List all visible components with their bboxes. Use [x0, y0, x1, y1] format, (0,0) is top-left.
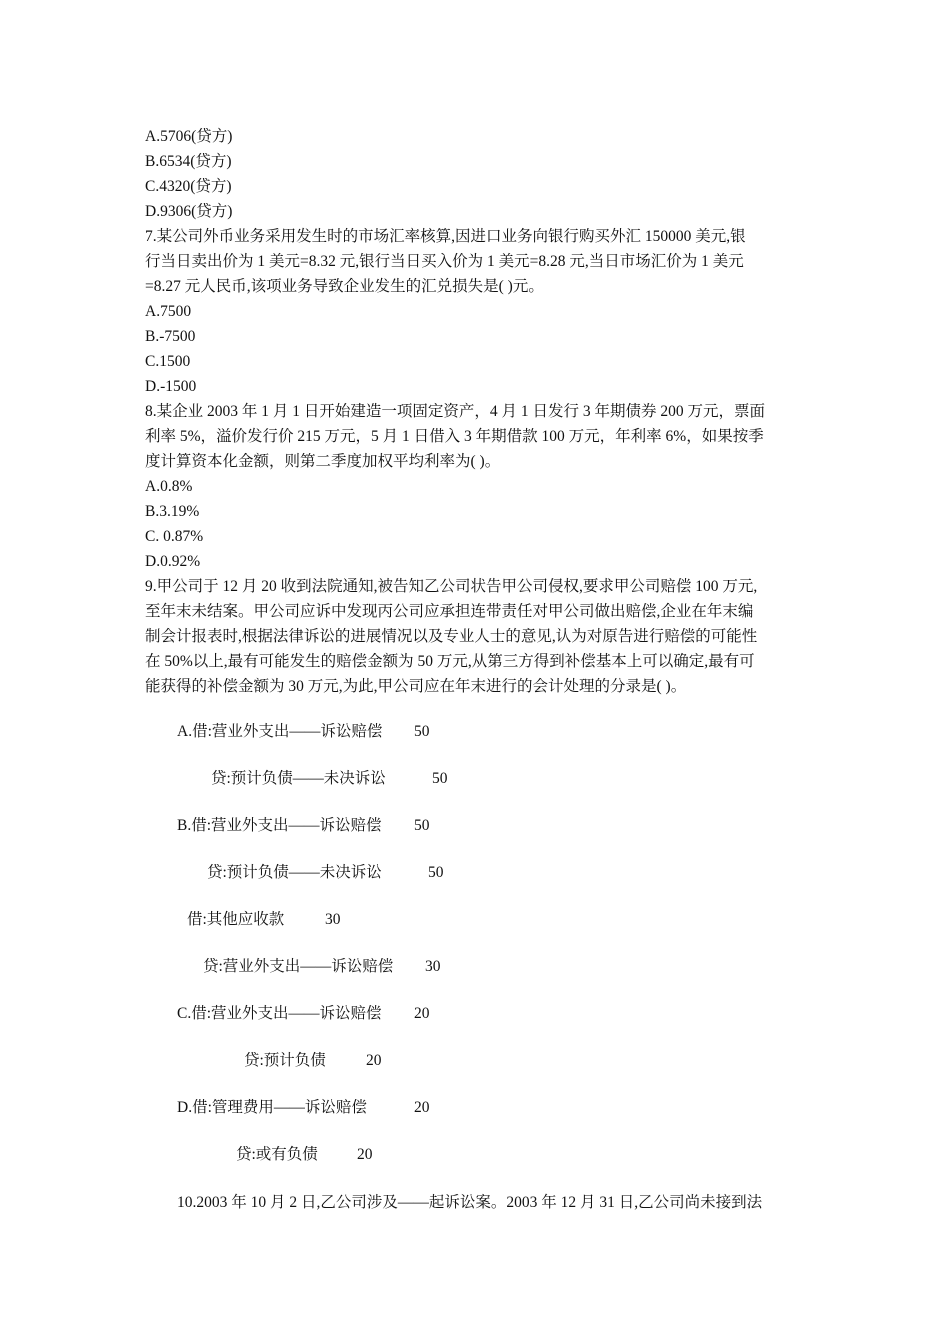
- q9-entry-b-credit-amount: 50: [428, 864, 444, 881]
- q9-entry-a-credit: 贷:预计负债——未决诉讼: [211, 770, 386, 787]
- q7-option-d: D.-1500: [145, 378, 197, 395]
- q9-line-1: 9.甲公司于 12 月 20 收到法院通知,被告知乙公司状告甲公司侵权,要求甲公司赔偿 100 万元,: [145, 578, 758, 595]
- q9-entry-d-debit-amount: 20: [414, 1099, 430, 1116]
- q9-entry-d-debit: D.借:管理费用——诉讼赔偿: [177, 1099, 367, 1116]
- q9-entry-c-credit-amount: 20: [366, 1052, 382, 1069]
- q9-entry-c-debit-amount: 20: [414, 1005, 430, 1022]
- q8-line-2: 利率 5%，溢价发行价 215 万元，5 月 1 日借入 3 年期借款 100 万元，年利率 6%，如果按季: [145, 428, 764, 445]
- q9-entry-b-credit-2-amount: 30: [425, 958, 441, 975]
- q9-entry-a-debit-amount: 50: [414, 723, 430, 740]
- q7-option-c: C.1500: [145, 353, 191, 370]
- q6-option-c: C.4320(贷方): [145, 178, 232, 195]
- q9-entry-b-debit-amount: 50: [414, 817, 430, 834]
- q9-entry-b-debit: B.借:营业外支出——诉讼赔偿: [177, 817, 382, 834]
- q8-option-c: C. 0.87%: [145, 528, 204, 545]
- q6-option-d: D.9306(贷方): [145, 203, 233, 220]
- q9-line-4: 在 50%以上,最有可能发生的赔偿金额为 50 万元,从第三方得到补偿基本上可以确定,最有可: [145, 653, 755, 670]
- q9-entry-c-credit: 贷:预计负债: [244, 1052, 326, 1069]
- q7-line-2: 行当日卖出价为 1 美元=8.32 元,银行当日买入价为 1 美元=8.28 元,当日市场汇价为 1 美元: [145, 253, 744, 270]
- q10-line-1: 10.2003 年 10 月 2 日,乙公司涉及——起诉讼案。2003 年 12 月 31 日,乙公司尚未接到法: [177, 1194, 763, 1211]
- q9-entry-a-credit-amount: 50: [432, 770, 448, 787]
- q7-option-b: B.-7500: [145, 328, 196, 345]
- q9-entry-d-credit: 贷:或有负债: [236, 1146, 318, 1163]
- q9-entry-b-debit-2: 借:其他应收款: [187, 911, 285, 928]
- q9-entry-b-debit-2-amount: 30: [325, 911, 341, 928]
- q8-option-d: D.0.92%: [145, 553, 201, 570]
- q9-line-3: 制会计报表时,根据法律诉讼的进展情况以及专业人士的意见,认为对原告进行赔偿的可能性: [145, 628, 758, 645]
- q6-option-b: B.6534(贷方): [145, 153, 232, 170]
- q8-line-1: 8.某企业 2003 年 1 月 1 日开始建造一项固定资产，4 月 1 日发行 3 年期债券 200 万元，票面: [145, 403, 766, 420]
- q9-entry-c-debit: C.借:营业外支出——诉讼赔偿: [177, 1005, 382, 1022]
- q8-option-a: A.0.8%: [145, 478, 193, 495]
- q9-entry-b-credit: 贷:预计负债——未决诉讼: [207, 864, 382, 881]
- q9-entry-a-debit: A.借:营业外支出——诉讼赔偿: [177, 723, 383, 740]
- q7-line-1: 7.某公司外币业务采用发生时的市场汇率核算,因进口业务向银行购买外汇 150000 美元,银: [145, 228, 746, 245]
- q7-option-a: A.7500: [145, 303, 192, 320]
- q9-entry-d-credit-amount: 20: [357, 1146, 373, 1163]
- q9-line-2: 至年末未结案。甲公司应诉中发现丙公司应承担连带责任对甲公司做出赔偿,企业在年末编: [145, 603, 754, 620]
- q8-line-3: 度计算资本化金额，则第二季度加权平均利率为( )。: [145, 453, 501, 470]
- q9-line-5: 能获得的补偿金额为 30 万元,为此,甲公司应在年末进行的会计处理的分录是( )。: [145, 678, 687, 695]
- q7-line-3: =8.27 元人民币,该项业务导致企业发生的汇兑损失是( )元。: [145, 278, 544, 295]
- q8-option-b: B.3.19%: [145, 503, 200, 520]
- q9-entry-b-credit-2: 贷:营业外支出——诉讼赔偿: [203, 958, 394, 975]
- q6-option-a: A.5706(贷方): [145, 128, 233, 145]
